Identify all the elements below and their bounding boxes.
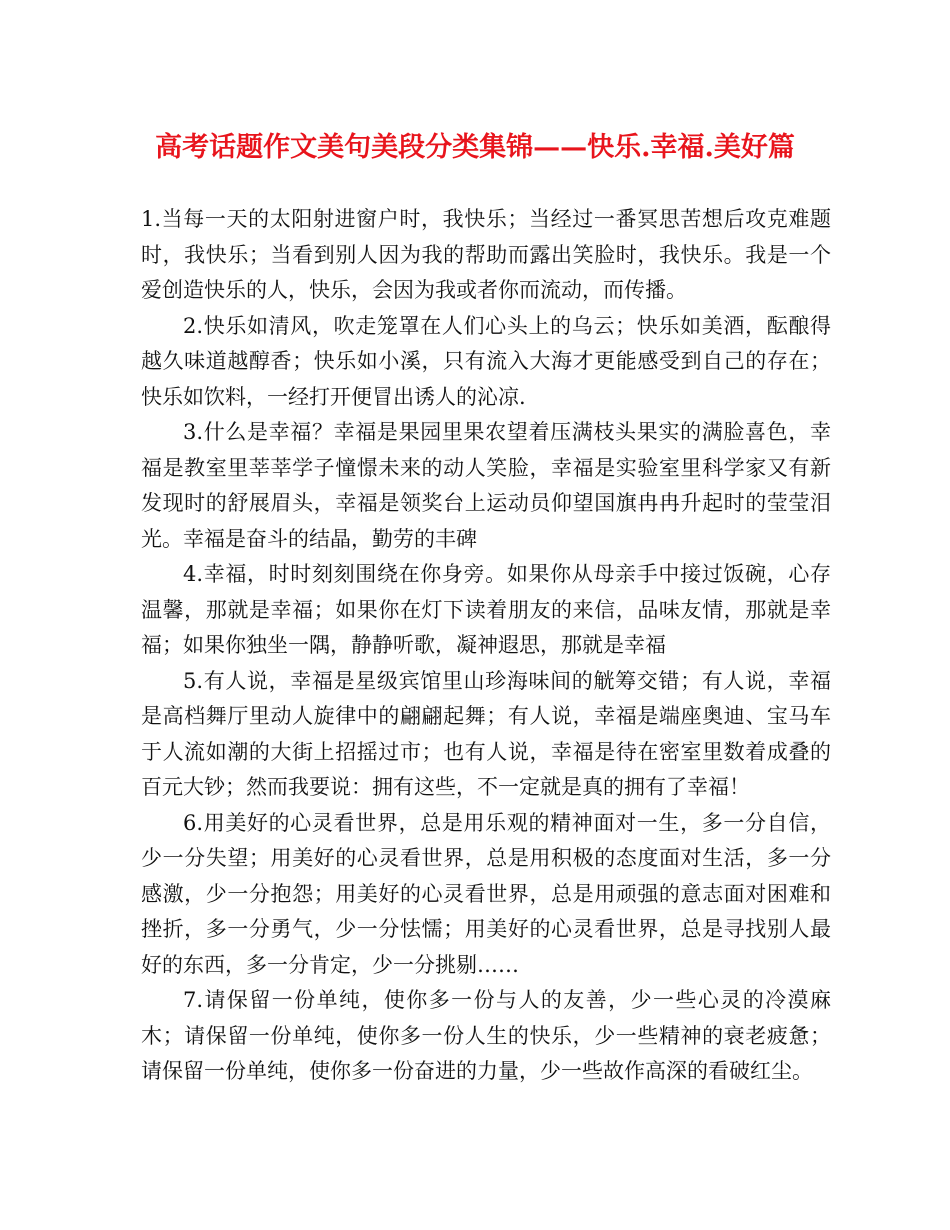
paragraph-2: 2.快乐如清风，吹走笼罩在人们心头上的乌云；快乐如美酒，酝酿得越久味道越醇香；快乐如小溪，只有流入大海才更能感受到自己的存在；快乐如饮料，一经打开便冒出诱人的沁凉. [141,313,831,409]
document-title: 高考话题作文美句美段分类集锦——快乐.幸福.美好篇 [155,132,795,163]
paragraph-5: 5.有人说，幸福是星级宾馆里山珍海味间的觥筹交错；有人说，幸福是高档舞厅里动人旋律中的翩翩起舞；有人说，幸福是端座奥迪、宝马车于人流如潮的大街上招摇过市；也有人说，幸福是待在密室里数着成叠的百元大钞；然而我要说：拥有这些，不一定就是真的拥有了幸福！ [141,668,831,799]
paragraph-1: 1.当每一天的太阳射进窗户时，我快乐；当经过一番冥思苦想后攻克难题时，我快乐；当看到别人因为我的帮助而露出笑脸时，我快乐。我是一个爱创造快乐的人，快乐，会因为我或者你而流动，而传播。 [141,207,831,302]
paragraph-7: 7.请保留一份单纯，使你多一份与人的友善，少一些心灵的冷漠麻木；请保留一份单纯，使你多一份人生的快乐，少一些精神的衰老疲惫；请保留一份单纯，使你多一份奋进的力量，少一些故作高深的看破红尘。 [141,988,831,1083]
paragraph-4: 4.幸福，时时刻刻围绕在你身旁。如果你从母亲手中接过饭碗，心存温馨，那就是幸福；如果你在灯下读着朋友的来信，品味友情，那就是幸福；如果你独坐一隅，静静听歌，凝神遐思，那就是幸福 [141,562,831,657]
paragraph-6: 6.用美好的心灵看世界，总是用乐观的精神面对一生，多一分自信，少一分失望；用美好的心灵看世界，总是用积极的态度面对生活，多一分感激，少一分抱怨；用美好的心灵看世界，总是用顽强的意志面对困难和挫折，多一分勇气，少一分怯懦；用美好的心灵看世界，总是寻找别人最好的东西，多一分肯定，少一分挑剔…… [141,810,831,977]
document-body [141,202,831,1090]
paragraph-3: 3.什么是幸福？幸福是果园里果农望着压满枝头果实的满脸喜色，幸福是教室里莘莘学子憧憬未来的动人笑脸，幸福是实验室里科学家又有新发现时的舒展眉头，幸福是领奖台上运动员仰望国旗冉冉升起时的莹莹泪光。幸福是奋斗的结晶，勤劳的丰碑 [141,420,831,551]
